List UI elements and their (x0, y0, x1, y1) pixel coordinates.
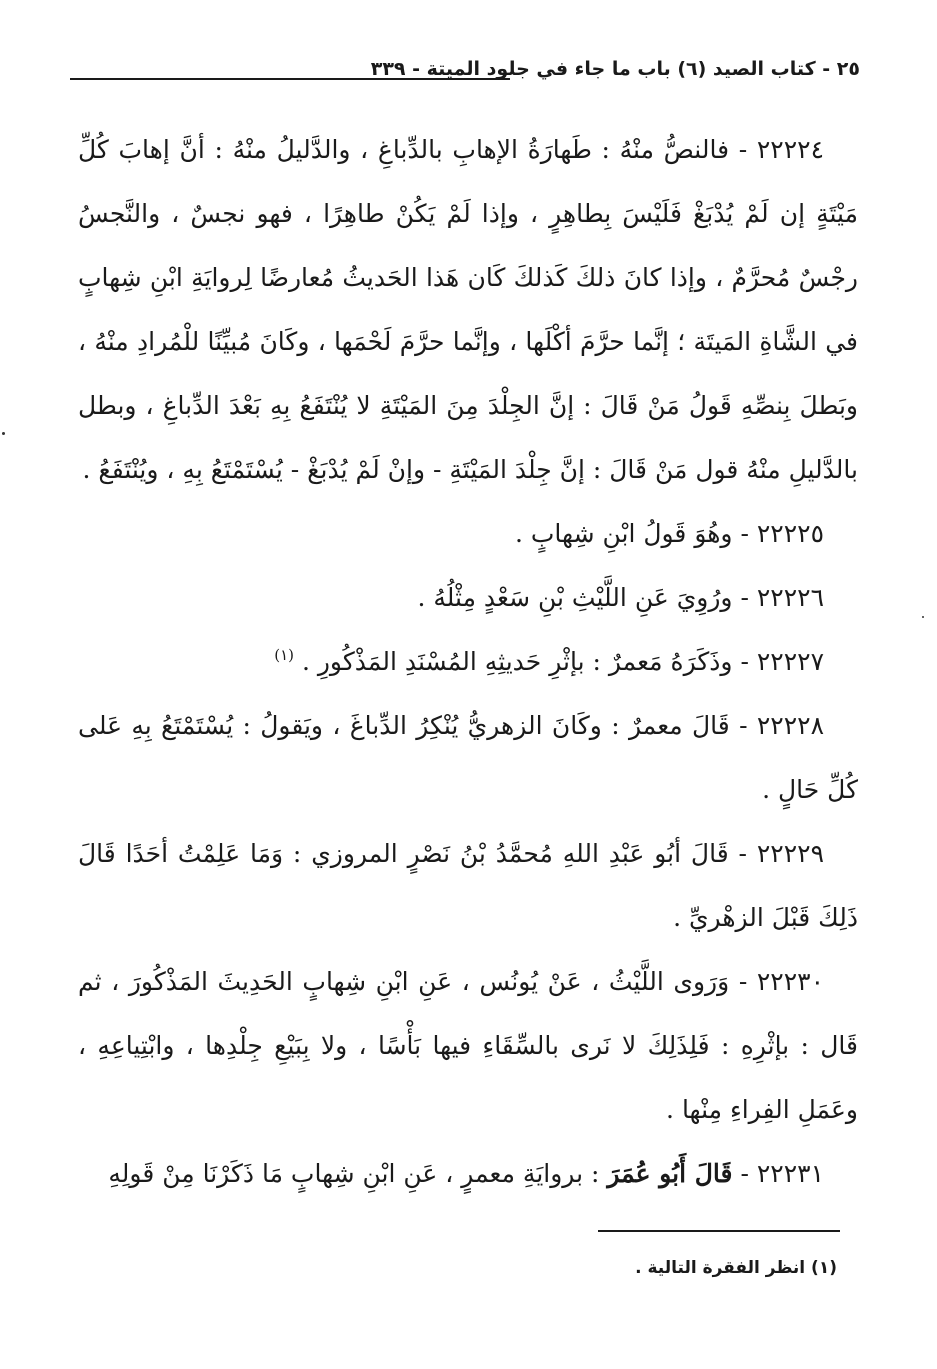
dash: - (738, 967, 748, 996)
paragraph-22227 (78, 630, 858, 694)
paragraph-text: : بروايَةِ معمرٍ ، عَنِ ابْنِ شِهابٍ مَا ذَكَرْنَا مِنْ قَولِهِ (108, 1159, 600, 1188)
dash: - (740, 1159, 749, 1188)
paragraph-number: ٢٢٢٢٧ (756, 647, 824, 676)
dash: - (739, 711, 748, 740)
paragraph-number: ٢٢٢٣١ (756, 1159, 824, 1188)
paragraph-number: ٢٢٢٢٩ (756, 839, 825, 868)
dash: - (740, 583, 749, 612)
paragraph-text: وَرَوى اللَّيْثُ ، عَنْ يُونُس ، عَنِ ابْنِ شِهابٍ الحَدِيثَ المَذْكُورَ ، ثم قَال : بإثْرِهِ : فَلِذَلِكَ لا نَرى بالسِّقَاءِ فيها بَأْسًا ، ولا بِبَيْعِ جِلْدِها ، وابْتِياعِهِ ، وعَمَلِ الفِراءِ مِنْها . (78, 967, 858, 1124)
main-text (78, 118, 858, 1206)
paragraph-text: فالنصُّ منْهُ : طَهارَةُ الإهابِ بالدِّباغِ ، والدَّليلُ منْهُ : أنَّ إهابَ كُلِّ مَيْتَةٍ إن لَمْ يُدْبَغْ فَلَيْسَ بِطاهِرٍ ، وإذا لَمْ يَكُنْ طاهِرًا ، فهو نجسٌ ، والنَّجسُ رجْسٌ مُحرَّمٌ ، وإذا كانَ ذلكَ كَذلكَ كَان هَذا الحَديثُ مُعارضًا لِروايَةِ ابْنِ شِهابٍ في الشَّاةِ المَيتَة ؛ إنَّما حرَّمَ أكْلَها ، وإنَّما حرَّمَ لَحْمَها ، وكَانَ مُبيِّنًا للْمُرادِ منْهُ ، وبَطلَ بِنصِّهِ قَولُ مَنْ قَالَ : إنَّ الجِلْدَ مِنَ المَيْتَةِ لا يُنْتَفَعُ بِهِ بَعْدَ الدِّباغِ ، وبطل بالدَّليلِ منْهُ قول مَنْ قَالَ : إنَّ جِلْدَ المَيْتَةِ - وإنْ لَمْ يُدْبَغْ - يُسْتَمْتَعُ بِهِ ، ويُنْتَفَعُ . (78, 135, 858, 484)
paragraph-number: ٢٢٢٢٨ (756, 711, 824, 740)
paragraph-text: ورُوِيَ عَنِ اللَّيْثِ بْنِ سَعْدٍ مِثْلُهُ . (417, 583, 733, 612)
footnote-marker[interactable]: (١) (274, 646, 295, 664)
paragraph-number: ٢٢٢٢٤ (756, 135, 824, 164)
paragraph-22226 (78, 566, 858, 630)
paragraph-22230 (78, 950, 858, 1142)
scan-speck (2, 432, 5, 435)
dash: - (740, 647, 749, 676)
paragraph-text: وهُوَ قَولُ ابْنِ شِهابٍ . (515, 519, 733, 548)
dash: - (738, 839, 747, 868)
paragraph-22231 (78, 1142, 858, 1206)
running-head-text: ٢٥ - كتاب الصيد (٦) باب ما جاء في جلود الميتة - ٣٣٩ (370, 58, 860, 80)
scan-speck (922, 616, 924, 618)
paragraph-text: وذَكَرَهُ مَعمرٌ : بإثْرِ حَديثِهِ المُسْنَدِ المَذْكُورِ . (301, 647, 733, 676)
paragraph-number: ٢٢٢٢٦ (756, 583, 824, 612)
footnote: (١) انظر الفقرة التالية . (635, 1258, 837, 1278)
speaker-name: قَالَ أَبُو عُمَرَ (607, 1159, 733, 1188)
paragraph-text: قَالَ معمرٌ : وكَانَ الزهريُّ يُنْكِرُ الدِّباغَ ، ويَقولُ : يُسْتَمْتَعُ بِهِ عَلى كُلِّ حَالٍ . (78, 711, 858, 804)
paragraph-22225 (78, 502, 858, 566)
paragraph-22228 (78, 694, 858, 822)
paragraph-22229 (78, 822, 858, 950)
dash: - (738, 135, 748, 164)
paragraph-text: قَالَ أبُو عَبْدِ اللهِ مُحمَّدُ بْنُ نَصْرٍ المروزي : وَمَا عَلِمْتُ أحَدًا قَالَ ذَلِكَ قَبْلَ الزهْريِّ . (78, 839, 858, 932)
paragraph-number: ٢٢٢٢٥ (756, 519, 824, 548)
running-head (70, 58, 860, 92)
paragraph-22224 (78, 118, 858, 502)
dash: - (740, 519, 749, 548)
footnote-rule (598, 1230, 840, 1232)
paragraph-number: ٢٢٢٣٠ (756, 967, 825, 996)
